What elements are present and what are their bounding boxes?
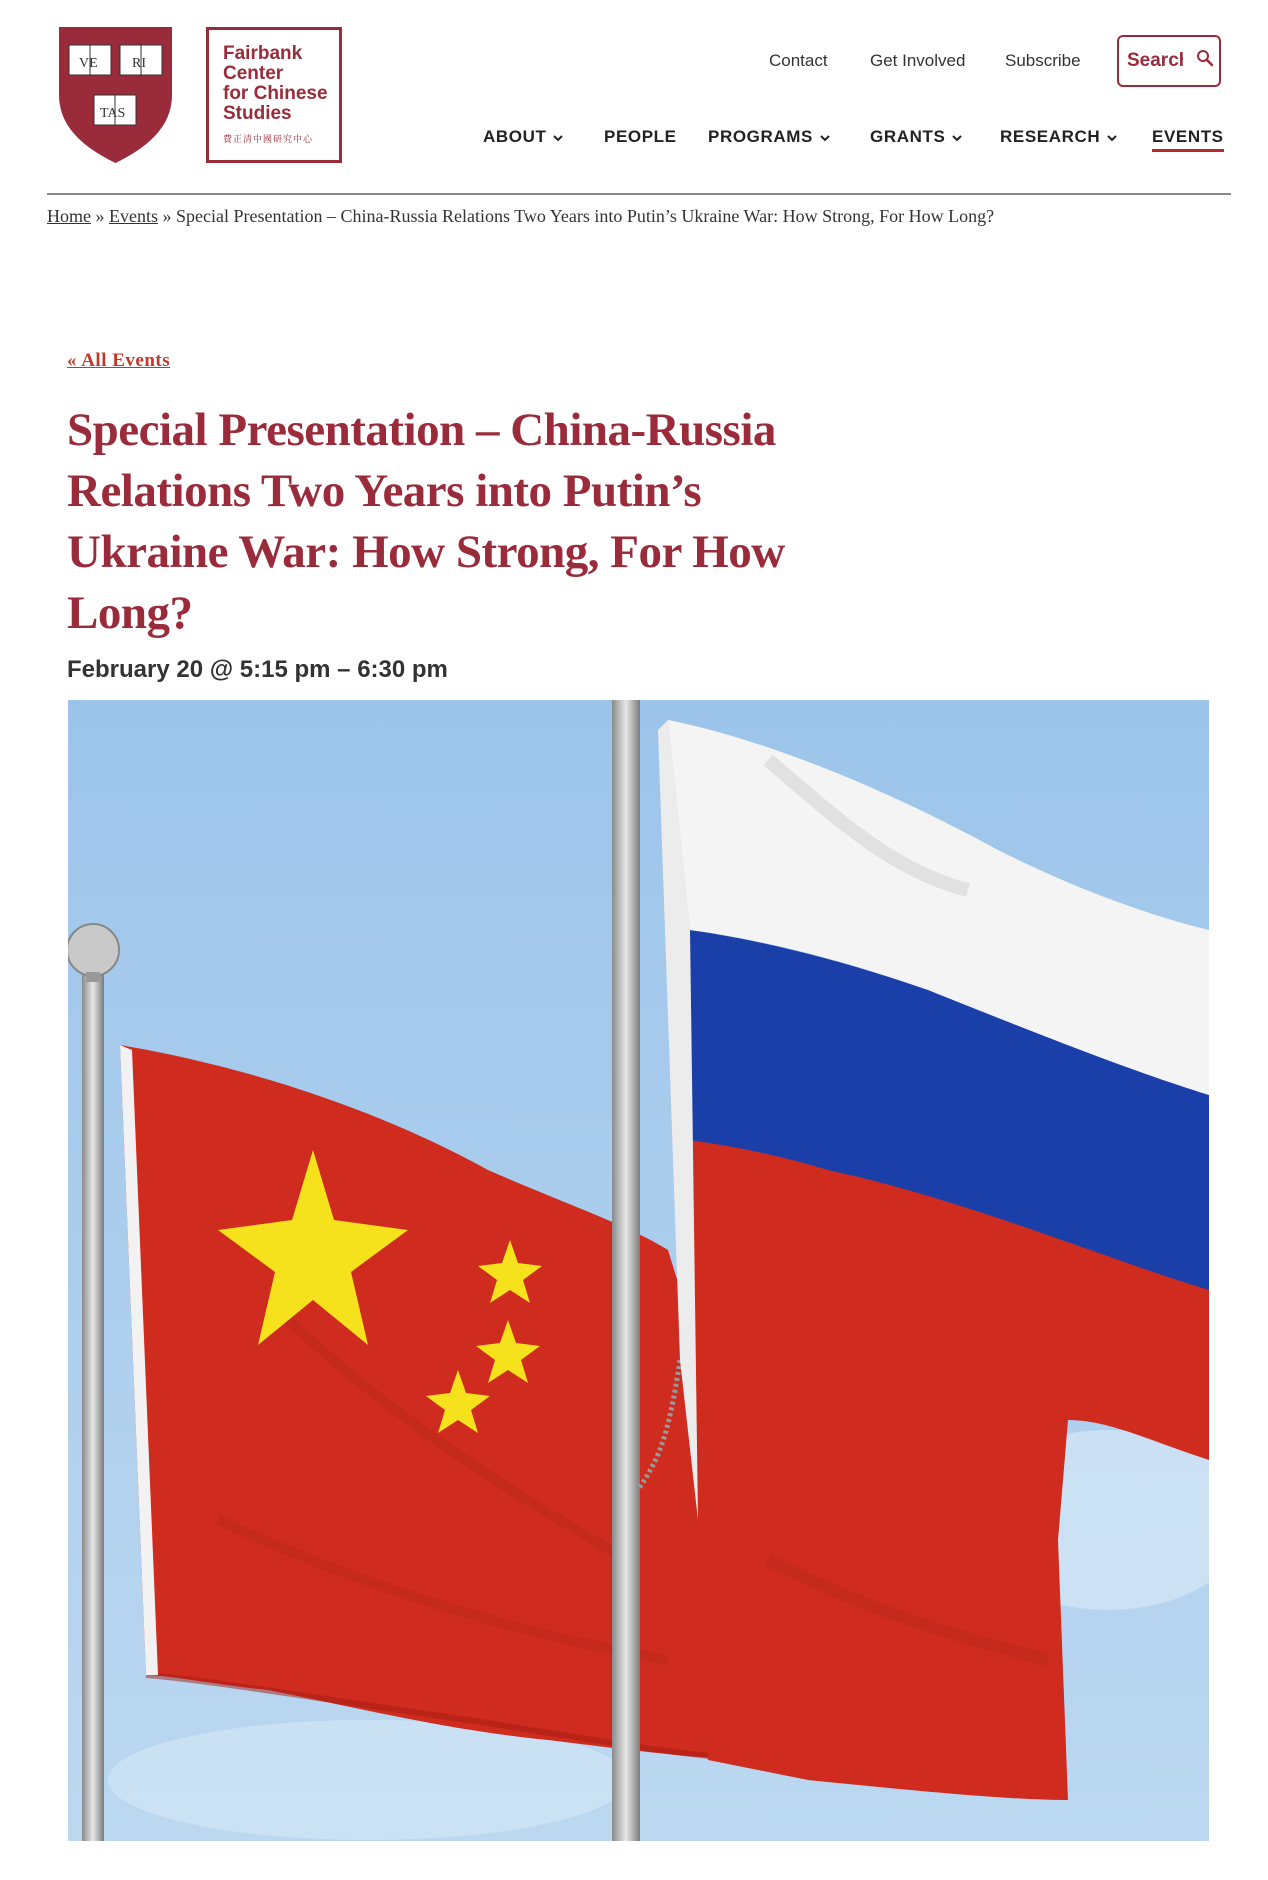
chevron-down-icon (1106, 133, 1118, 143)
breadcrumb-events[interactable]: Events (109, 206, 158, 226)
event-title-line: Long? (67, 587, 193, 639)
nav-about-label: ABOUT (483, 127, 547, 146)
logo-line-2: Center (223, 63, 284, 84)
breadcrumb-separator: » (95, 206, 105, 226)
event-image-china-russia-flags (68, 700, 1209, 1841)
chevron-down-icon (552, 133, 564, 143)
logo-line-1: Fairbank (223, 43, 303, 64)
nav-about[interactable] (483, 127, 564, 151)
utility-link-contact[interactable]: Contact (769, 51, 828, 70)
fairbank-logo[interactable] (206, 27, 342, 163)
event-title (67, 400, 867, 644)
nav-people[interactable] (604, 127, 677, 151)
all-events-link[interactable]: « All Events (67, 350, 171, 371)
shield-text-ve: VE (79, 56, 98, 71)
breadcrumb-current: Special Presentation – China-Russia Relations Two Years into Putin’s Ukraine War: How Strong, For How Long? (176, 206, 995, 226)
utility-link-get-involved[interactable]: Get Involved (870, 51, 966, 70)
nav-programs-label: PROGRAMS (708, 127, 813, 146)
event-datetime: February 20 @ 5:15 pm – 6:30 pm (67, 656, 448, 683)
chevron-down-icon (819, 133, 831, 143)
header-divider (47, 193, 1231, 195)
logo-chinese-name: 費正清中國研究中心 (223, 135, 314, 145)
breadcrumb-home[interactable]: Home (47, 206, 91, 226)
search-box[interactable] (1117, 35, 1221, 87)
nav-research-label: RESEARCH (1000, 127, 1101, 146)
event-title-line: Relations Two Years into Putin’s (67, 465, 702, 517)
nav-research[interactable] (1000, 127, 1118, 151)
nav-people-label: PEOPLE (604, 127, 677, 146)
harvard-shield-logo[interactable] (57, 25, 174, 165)
nav-grants-label: GRANTS (870, 127, 946, 146)
search-icon[interactable] (1196, 49, 1214, 67)
logo-line-3: for Chinese (223, 83, 328, 104)
logo-line-4: Studies (223, 103, 292, 124)
nav-grants[interactable] (870, 127, 963, 151)
utility-link-subscribe[interactable]: Subscribe (1005, 51, 1081, 70)
event-title-line: Special Presentation – China-Russia (67, 404, 776, 456)
nav-events-label: EVENTS (1152, 127, 1224, 152)
shield-text-tas: TAS (100, 106, 126, 121)
center-flagpole (612, 700, 640, 1841)
breadcrumb (47, 206, 994, 227)
event-title-line: Ukraine War: How Strong, For How (67, 526, 785, 578)
left-flagpole (82, 955, 104, 1841)
breadcrumb-separator: » (162, 206, 172, 226)
nav-programs[interactable] (708, 127, 831, 151)
shield-text-ri: RI (132, 56, 146, 71)
search-input[interactable] (1127, 47, 1183, 75)
chevron-down-icon (951, 133, 963, 143)
nav-events[interactable] (1152, 127, 1224, 151)
